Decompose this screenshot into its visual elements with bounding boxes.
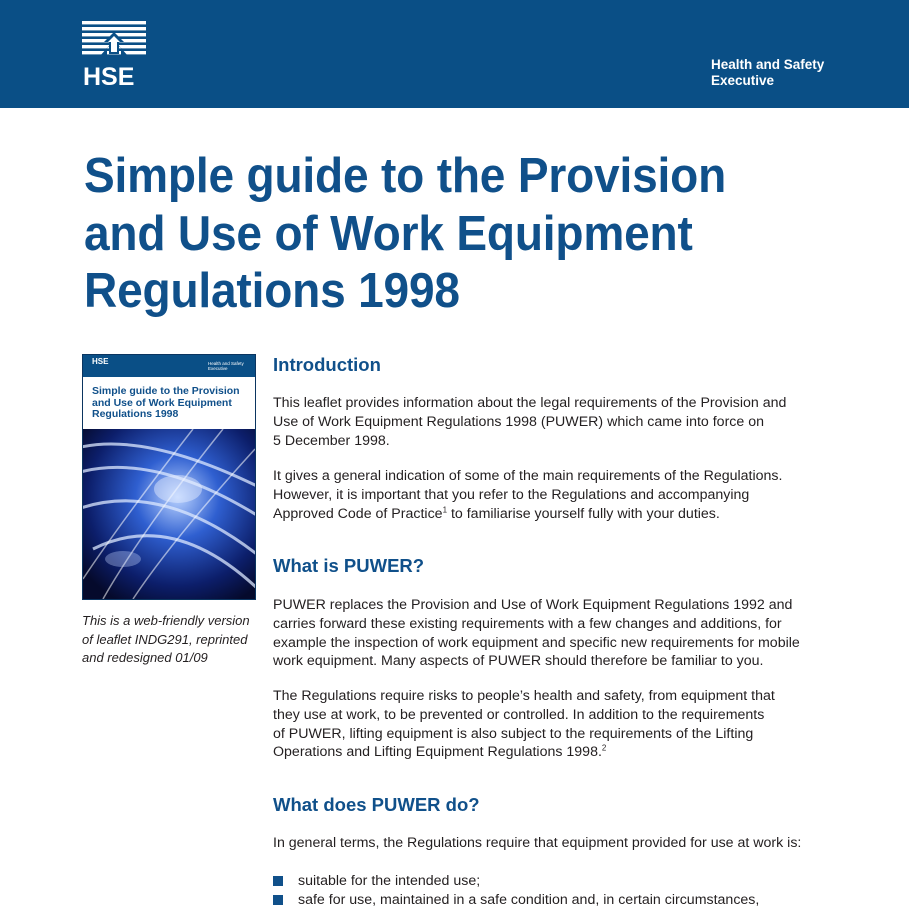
list-item-text: safe for use, maintained in a safe condition and, in certain circumstances, (298, 892, 760, 909)
list-item (273, 872, 759, 891)
intro-paragraph-2 (273, 467, 833, 523)
cover-title-line: Regulations 1998 (92, 408, 179, 420)
logo-text: HSE (83, 63, 135, 90)
cover-org-name (208, 361, 244, 371)
text-line: example the inspection of work equipment and specific new requirements for mobile (273, 634, 800, 651)
cover-banner (83, 355, 255, 377)
heading-what-is-puwer: What is PUWER? (273, 555, 425, 576)
header-banner (0, 0, 909, 108)
text-line (273, 505, 833, 524)
caption-line: This is a web-friendly version (82, 613, 250, 628)
what-is-paragraph-1 (273, 596, 833, 671)
title-line: Regulations 1998 (84, 264, 460, 318)
text-line: of PUWER, lifting equipment is also subject to the requirements of the Lifting (273, 725, 754, 742)
caption-line: and redesigned 01/09 (82, 650, 208, 665)
cover-title-line: and Use of Work Equipment (92, 396, 232, 409)
what-is-paragraph-2 (273, 687, 833, 762)
text-fragment: to familiarise yourself fully with your duties. (447, 505, 720, 522)
heading-what-does-puwer-do: What does PUWER do? (273, 794, 480, 815)
text-line: This leaflet provides information about the legal requirements of the Provision and (273, 395, 787, 411)
text-fragment: Approved Code of Practice (273, 505, 443, 522)
text-line: 5 December 1998. (273, 432, 390, 449)
leaflet-cover-thumbnail (82, 354, 256, 600)
title-line: and Use of Work Equipment (84, 206, 693, 261)
cover-caption (82, 612, 267, 668)
cover-title-line: Simple guide to the Provision (92, 385, 240, 397)
text-line: PUWER replaces the Provision and Use of Work Equipment Regulations 1992 and (273, 597, 793, 613)
caption-line: of leaflet INDG291, reprinted (82, 631, 248, 647)
cover-org-line: Health and Safety (208, 361, 244, 366)
text-line: they use at work, to be prevented or controlled. In addition to the requirements (273, 706, 765, 723)
page-title (84, 148, 798, 321)
footnote-ref-2: 2 (601, 743, 607, 753)
organisation-name (711, 57, 824, 89)
cover-title (92, 386, 248, 421)
cover-logo: HSE (92, 357, 109, 366)
bullet-square-icon (273, 895, 283, 905)
text-line: However, it is important that you refer to the Regulations and accompanying (273, 486, 750, 503)
text-line (273, 743, 833, 762)
text-line: carries forward these existing requirements with a few changes and additions, for (273, 615, 782, 632)
intro-paragraph-1 (273, 394, 833, 450)
list-item (273, 891, 759, 910)
heading-introduction: Introduction (273, 354, 381, 375)
text-line: Use of Work Equipment Regulations 1998 (PUWER) which came into force on (273, 413, 764, 430)
what-does-paragraph-1 (273, 834, 833, 853)
machinery-photo (83, 429, 255, 599)
hse-logo (80, 18, 152, 90)
org-line: Executive (711, 73, 775, 88)
title-line: Simple guide to the Provision (84, 149, 727, 203)
text-line: It gives a general indication of some of the main requirements of the Regulations. (273, 468, 783, 484)
list-item-text: suitable for the intended use; (298, 873, 481, 890)
text-fragment: Operations and Lifting Equipment Regulations 1998. (273, 744, 602, 761)
text-line: The Regulations require risks to people’s health and safety, from equipment that (273, 688, 775, 704)
bullet-square-icon (273, 876, 283, 886)
org-line: Health and Safety (711, 57, 825, 72)
text-line: work equipment. Many aspects of PUWER should therefore be familiar to you. (273, 653, 764, 670)
footnote-ref-1: 1 (442, 504, 448, 514)
text-line: In general terms, the Regulations require that equipment provided for use at work is: (273, 835, 802, 851)
cover-org-line: Executive (208, 366, 228, 371)
requirements-list (273, 872, 759, 910)
